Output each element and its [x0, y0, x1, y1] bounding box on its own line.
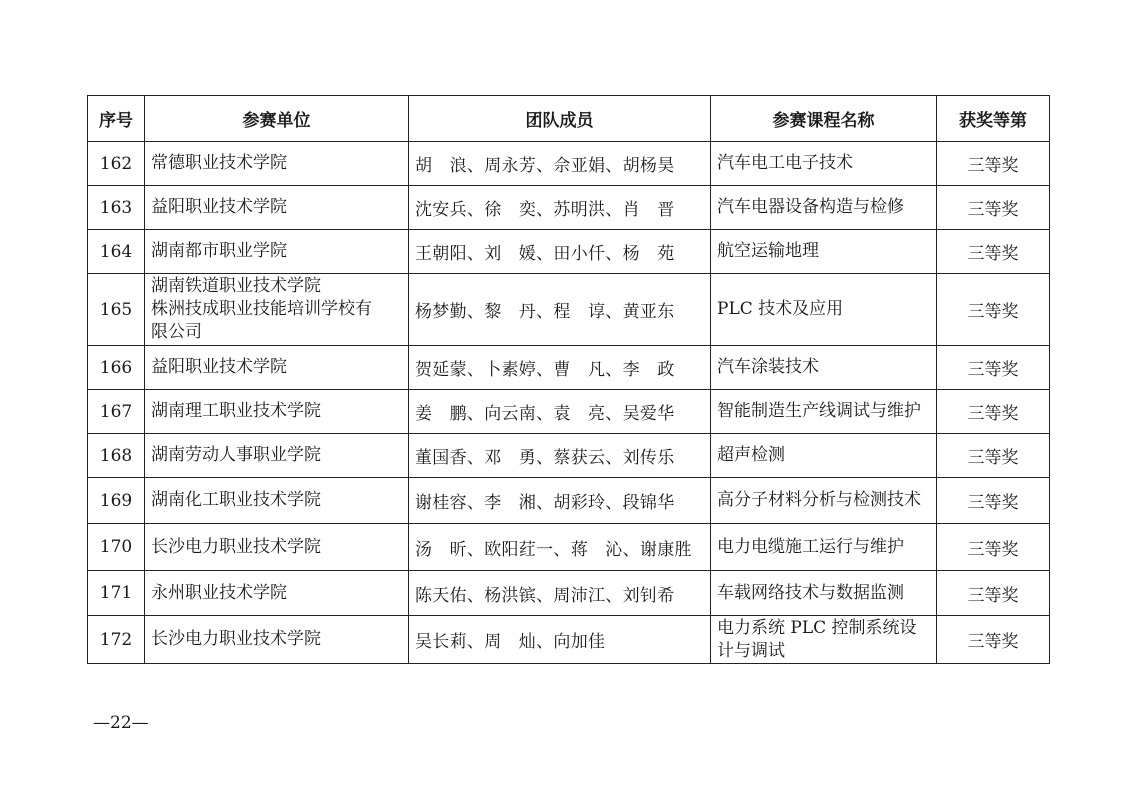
- header-course: 参赛课程名称: [711, 96, 937, 142]
- cell-award: 三等奖: [937, 616, 1050, 664]
- cell-unit: [145, 346, 409, 390]
- cell-course: [711, 571, 937, 616]
- cell-unit: [145, 142, 409, 186]
- unit-line: 湖南化工职业技术学院: [151, 490, 321, 510]
- cell-course: [711, 390, 937, 434]
- cell-members: 董国香、邓 勇、蔡获云、刘传乐: [409, 434, 711, 478]
- cell-course: [711, 186, 937, 230]
- cell-index: 164: [88, 230, 145, 274]
- cell-members: 姜 鹏、向云南、袁 亮、吴爱华: [409, 390, 711, 434]
- course-line: 高分子材料分析与检测技术: [717, 490, 921, 510]
- course-line: 电力电缆施工运行与维护: [717, 536, 904, 557]
- course-line: 车载网络技术与数据监测: [717, 582, 904, 603]
- cell-index: 167: [88, 390, 145, 434]
- page-number: —22—: [93, 713, 149, 733]
- cell-course: [711, 616, 937, 664]
- unit-line: 益阳职业技术学院: [151, 357, 287, 377]
- table-row: [88, 478, 1050, 524]
- cell-award: 三等奖: [937, 186, 1050, 230]
- course-line: 超声检测: [717, 445, 785, 465]
- course-line: 电力系统 PLC 控制系统设: [717, 617, 917, 638]
- cell-award: 三等奖: [937, 390, 1050, 434]
- header-award: 获奖等第: [937, 96, 1050, 142]
- table-row: [88, 616, 1050, 664]
- table-row: [88, 230, 1050, 274]
- unit-line: 常德职业技术学院: [151, 153, 287, 173]
- table-row: [88, 434, 1050, 478]
- table-row: [88, 346, 1050, 390]
- cell-course: [711, 524, 937, 571]
- header-members: 团队成员: [409, 96, 711, 142]
- unit-line: 长沙电力职业技术学院: [151, 536, 321, 557]
- table-row: [88, 274, 1050, 346]
- cell-index: 166: [88, 346, 145, 390]
- cell-members: 王朝阳、刘 媛、田小仟、杨 苑: [409, 230, 711, 274]
- cell-index: 162: [88, 142, 145, 186]
- cell-unit: [145, 390, 409, 434]
- course-line: 汽车涂装技术: [717, 357, 819, 377]
- cell-course: [711, 478, 937, 524]
- cell-unit: [145, 230, 409, 274]
- cell-award: 三等奖: [937, 571, 1050, 616]
- cell-course: [711, 230, 937, 274]
- course-line: 计与调试: [717, 640, 785, 661]
- course-line: 汽车电工电子技术: [717, 153, 853, 173]
- cell-unit: [145, 274, 409, 346]
- cell-course: [711, 274, 937, 346]
- cell-index: 171: [88, 571, 145, 616]
- cell-members: 贺延蒙、卜素婷、曹 凡、李 政: [409, 346, 711, 390]
- table-row: [88, 524, 1050, 571]
- cell-index: 170: [88, 524, 145, 571]
- cell-unit: [145, 186, 409, 230]
- cell-unit: [145, 524, 409, 571]
- unit-line: 长沙电力职业技术学院: [151, 629, 321, 649]
- header-index: 序号: [88, 96, 145, 142]
- awards-table: [87, 95, 1050, 664]
- cell-index: 172: [88, 616, 145, 664]
- cell-index: 169: [88, 478, 145, 524]
- course-line: 航空运输地理: [717, 241, 819, 261]
- cell-members: 胡 浪、周永芳、佘亚娟、胡杨昊: [409, 142, 711, 186]
- cell-course: [711, 142, 937, 186]
- cell-unit: [145, 571, 409, 616]
- cell-members: 杨梦勤、黎 丹、程 谆、黄亚东: [409, 274, 711, 346]
- unit-line: 永州职业技术学院: [151, 582, 287, 603]
- cell-members: 吴长莉、周 灿、向加佳: [409, 616, 711, 664]
- unit-line: 湖南理工职业技术学院: [151, 401, 321, 421]
- cell-members: 汤 昕、欧阳荭一、蒋 沁、谢康胜: [409, 524, 711, 571]
- unit-line: 限公司: [151, 322, 202, 342]
- course-line: PLC 技术及应用: [717, 299, 844, 319]
- cell-award: 三等奖: [937, 434, 1050, 478]
- table-row: [88, 571, 1050, 616]
- cell-index: 165: [88, 274, 145, 346]
- cell-award: 三等奖: [937, 274, 1050, 346]
- course-line: 汽车电器设备构造与检修: [717, 197, 904, 217]
- header-unit: 参赛单位: [145, 96, 409, 142]
- table-row: [88, 142, 1050, 186]
- unit-line: 湖南铁道职业技术学院: [151, 276, 321, 296]
- cell-course: [711, 346, 937, 390]
- unit-line: 湖南劳动人事职业学院: [151, 445, 321, 465]
- cell-index: 163: [88, 186, 145, 230]
- cell-members: 沈安兵、徐 奕、苏明洪、肖 晋: [409, 186, 711, 230]
- cell-award: 三等奖: [937, 346, 1050, 390]
- cell-award: 三等奖: [937, 142, 1050, 186]
- table-row: [88, 390, 1050, 434]
- cell-award: 三等奖: [937, 478, 1050, 524]
- cell-members: 谢桂容、李 湘、胡彩玲、段锦华: [409, 478, 711, 524]
- table-row: [88, 186, 1050, 230]
- cell-unit: [145, 434, 409, 478]
- cell-award: 三等奖: [937, 524, 1050, 571]
- cell-index: 168: [88, 434, 145, 478]
- table-header-row: [88, 96, 1050, 142]
- cell-course: [711, 434, 937, 478]
- unit-line: 益阳职业技术学院: [151, 197, 287, 217]
- unit-line: 湖南都市职业学院: [151, 241, 287, 261]
- course-line: 智能制造生产线调试与维护: [717, 401, 921, 421]
- unit-line: 株洲技成职业技能培训学校有: [151, 299, 372, 319]
- cell-members: 陈天佑、杨洪镔、周沛江、刘钊希: [409, 571, 711, 616]
- cell-award: 三等奖: [937, 230, 1050, 274]
- cell-unit: [145, 478, 409, 524]
- cell-unit: [145, 616, 409, 664]
